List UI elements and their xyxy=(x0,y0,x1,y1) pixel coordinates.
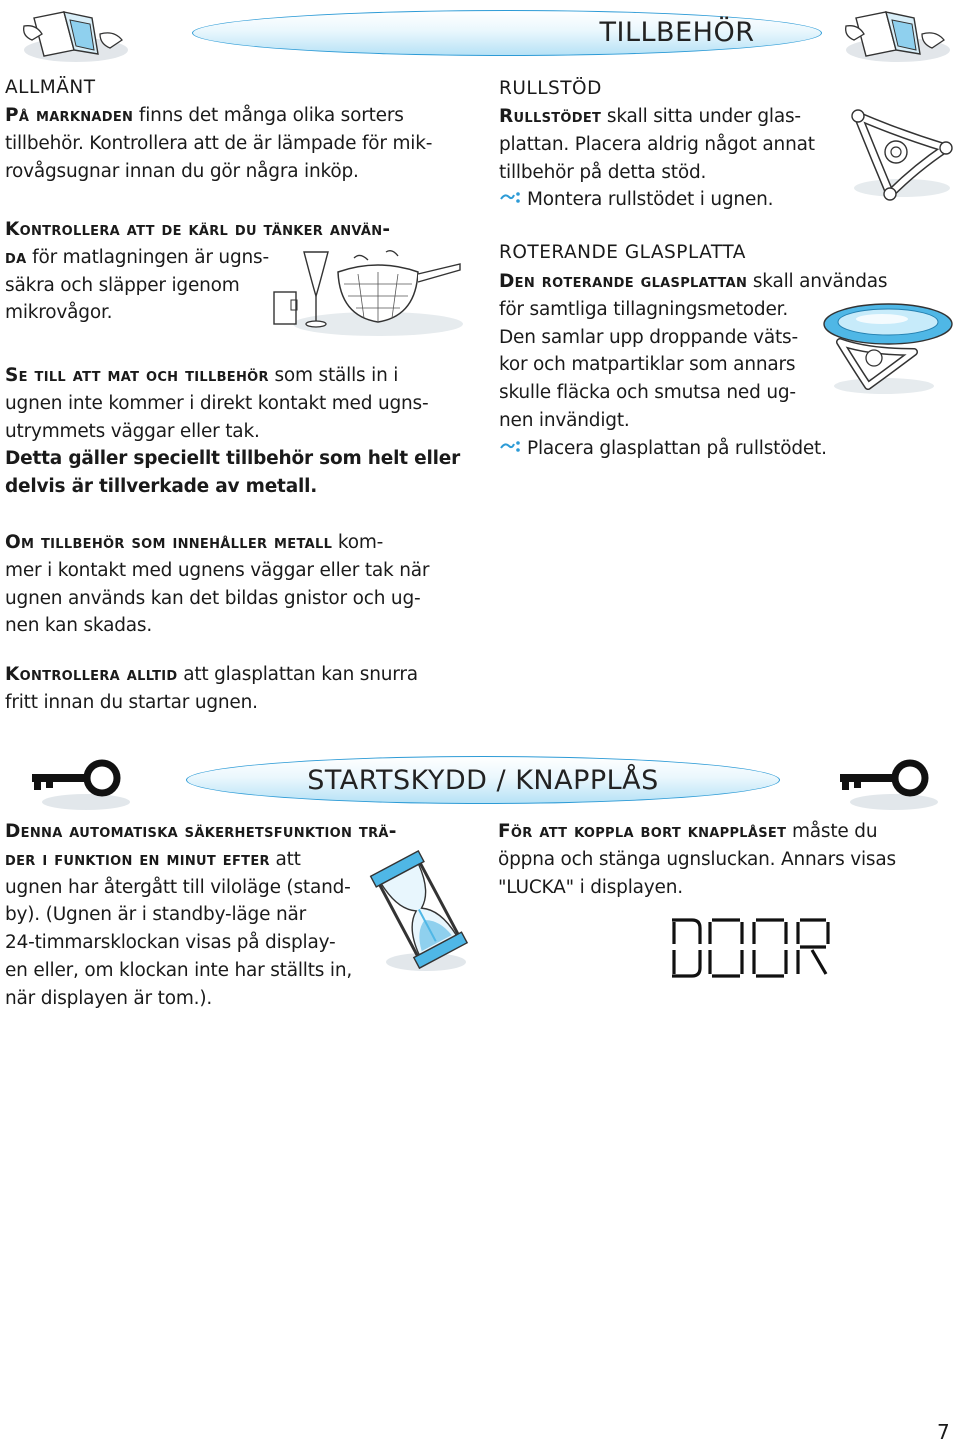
allmant-paragraph-5 xyxy=(5,661,465,717)
step-bullet-icon xyxy=(499,186,527,214)
allmant-p1-line: rovågsugnar innan du gör några inköp. xyxy=(5,160,359,182)
glasplatta-step-text: Placera glasplattan på rullstödet. xyxy=(527,437,827,459)
allmant-p4-line: ugnen används kan det bildas gnistor och ug- xyxy=(5,587,421,609)
book-hands-illustration-right xyxy=(836,6,954,66)
glasplatta-line: för samtliga tillagningsmetoder. xyxy=(499,298,789,320)
knapplas-lead: För att koppla bort knapplåset xyxy=(498,821,787,842)
allmant-p5-lead: Kontrollera alltid xyxy=(5,664,178,685)
rullstod-step-text: Montera rullstödet i ugnen. xyxy=(527,189,774,211)
rullstod-section xyxy=(499,77,829,214)
glasplatta-line: skulle fläcka och smutsa ned ug- xyxy=(499,382,796,404)
glass-plate-illustration xyxy=(818,298,956,398)
hourglass-icon xyxy=(366,848,472,978)
allmant-p2-line: mikrovågor. xyxy=(5,302,113,324)
glasplatta-line: Den samlar upp droppande väts- xyxy=(499,326,798,348)
door-display xyxy=(664,914,834,982)
allmant-p3-text: som ställs in i xyxy=(268,365,399,386)
rullstod-text: skall sitta under glas- xyxy=(601,106,801,127)
glasplatta-heading: ROTERANDE GLASPLATTA xyxy=(499,242,746,263)
startskydd-title: STARTSKYDD / KNAPPLÅS xyxy=(307,764,659,796)
allmant-p4-text: kom- xyxy=(332,532,384,553)
allmant-p2-line: säkra och släpper igenom xyxy=(5,274,240,296)
glasplatta-lead: Den roterande glasplattan xyxy=(499,271,748,292)
step-bullet-icon xyxy=(499,435,527,463)
allmant-paragraph-4 xyxy=(5,529,465,640)
allmant-p1-line: tillbehör. Kontrollera att de är lämpade för mik- xyxy=(5,132,433,154)
startskydd-title-banner xyxy=(186,756,780,804)
allmant-p3-line: ugnen inte kommer i direkt kontakt med ugns- xyxy=(5,392,429,414)
allmant-p4-lead: Om tillbehör som innehåller metall xyxy=(5,532,333,553)
glasplatta-text: skall användas xyxy=(747,271,888,292)
allmant-p3-warning: delvis är tillverkade av metall. xyxy=(5,476,318,498)
key-icon-right xyxy=(834,756,940,812)
startskydd-line: 24-timmarsklockan visas på display- xyxy=(5,932,336,954)
page-title: TILLBEHÖR xyxy=(599,16,755,48)
door-segment-display xyxy=(664,914,834,982)
knapplas-line: öppna och stänga ugnsluckan. Annars visas xyxy=(498,848,896,870)
startskydd-line: en eller, om klockan inte har ställts in, xyxy=(5,959,353,981)
startskydd-line: by). (Ugnen är i standby-läge när xyxy=(5,904,307,926)
allmant-p5-text: att glasplattan kan snurra xyxy=(177,664,418,685)
allmant-p1-lead: På marknaden xyxy=(5,105,134,126)
startskydd-line: ugnen har återgått till viloläge (stand- xyxy=(5,876,351,898)
allmant-paragraph-1 xyxy=(5,102,465,185)
rullstod-line: tillbehör på detta stöd. xyxy=(499,161,707,183)
allmant-p4-line: nen kan skadas. xyxy=(5,615,153,637)
allmant-p3-warning: Detta gäller speciellt tillbehör som helt eller xyxy=(5,448,461,470)
rullstod-lead: Rullstödet xyxy=(499,106,602,127)
startskydd-line: när displayen är tom.). xyxy=(5,987,213,1009)
cookware-illustration xyxy=(268,244,464,340)
page-number: 7 xyxy=(937,1420,950,1444)
allmant-p2-text: för matlagningen är ugns- xyxy=(26,246,269,268)
allmant-p2-lead: Kontrollera att de kärl du tänker använ- xyxy=(5,219,391,240)
allmant-p3-lead: Se till att mat och tillbehör xyxy=(5,365,269,386)
knapplas-text: måste du xyxy=(786,821,878,842)
page-title-banner xyxy=(192,10,822,56)
allmant-p5-line: fritt innan du startar ugnen. xyxy=(5,691,258,713)
startskydd-lead-cont: der i funktion en minut efter xyxy=(5,848,270,870)
allmant-paragraph-3 xyxy=(5,362,465,501)
rullstod-line: plattan. Placera aldrig något annat xyxy=(499,133,815,155)
roller-support-illustration xyxy=(846,104,954,204)
rullstod-step xyxy=(499,186,829,214)
allmant-p2-lead-cont: da xyxy=(5,246,27,268)
knapplas-line: "LUCKA" i displayen. xyxy=(498,876,683,898)
glasplatta-line: kor och matpartiklar som annars xyxy=(499,354,796,376)
allmant-p3-line: utrymmets väggar eller tak. xyxy=(5,420,260,442)
glasplatta-line: nen invändigt. xyxy=(499,409,630,431)
startskydd-right-text xyxy=(498,818,948,901)
allmant-p1-text: finns det många olika sorters xyxy=(133,105,404,126)
book-hands-illustration-left xyxy=(14,6,132,66)
key-icon-left xyxy=(26,756,132,812)
rullstod-heading: RULLSTÖD xyxy=(499,78,602,99)
allmant-p4-line: mer i kontakt med ugnens väggar eller tak när xyxy=(5,559,430,581)
allmant-heading: ALLMÄNT xyxy=(5,77,96,98)
startskydd-text: att xyxy=(269,848,301,870)
glasplatta-step xyxy=(499,435,944,463)
startskydd-lead: Denna automatiska säkerhetsfunktion trä- xyxy=(5,821,397,842)
allmant-section xyxy=(5,76,465,185)
